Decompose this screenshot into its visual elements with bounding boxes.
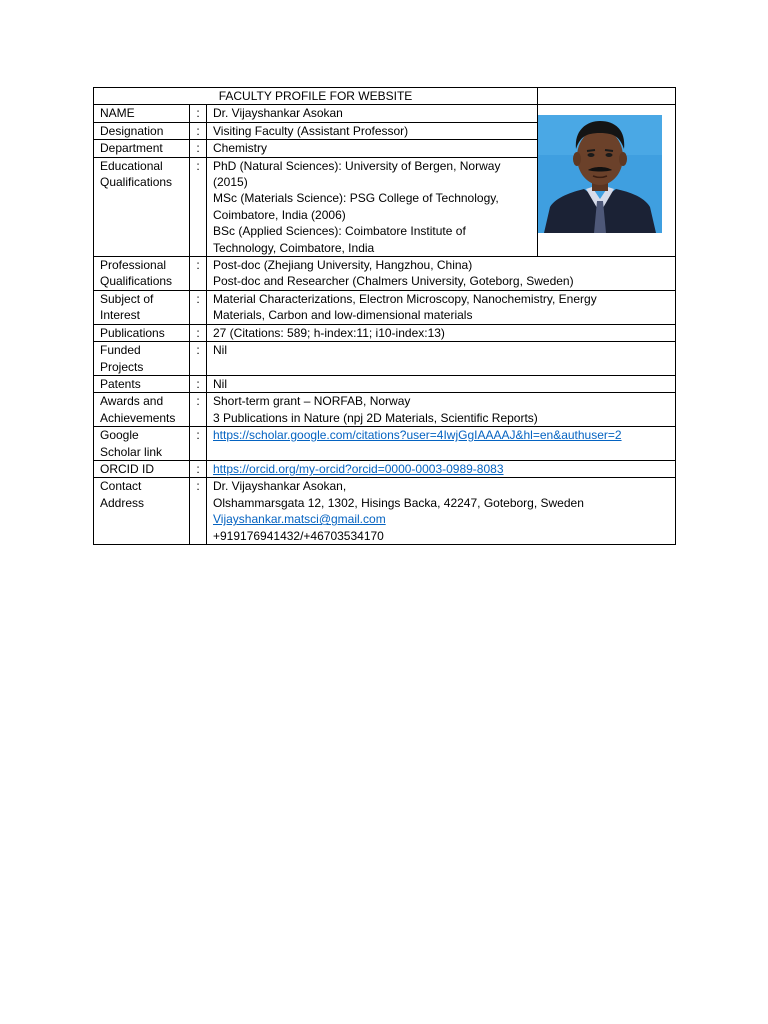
separator: : bbox=[190, 105, 207, 122]
designation-label: Designation bbox=[94, 122, 190, 139]
contact-email-link[interactable]: Vijayshankar.matsci@gmail.com bbox=[213, 512, 386, 527]
scholar-label-line: Scholar link bbox=[100, 444, 163, 459]
separator: : bbox=[190, 427, 207, 461]
separator: : bbox=[190, 375, 207, 392]
funded-value: Nil bbox=[207, 342, 676, 376]
title-row bbox=[94, 88, 676, 105]
scholar-value bbox=[207, 427, 676, 461]
education-line: (2015) bbox=[213, 175, 248, 190]
publications-label: Publications bbox=[94, 324, 190, 341]
interest-label-line: Interest bbox=[100, 308, 141, 323]
professional-line: Post-doc and Researcher (Chalmers University, Goteborg, Sweden) bbox=[213, 274, 574, 289]
awards-line: 3 Publications in Nature (npj 2D Materials, Scientific Reports) bbox=[213, 410, 538, 425]
empty-header-cell bbox=[538, 88, 676, 105]
contact-email-line bbox=[213, 511, 669, 527]
scholar-link[interactable]: https://scholar.google.com/citations?user=4IwjGgIAAAAJ&hl=en&authuser=2 bbox=[213, 428, 622, 443]
interest-value bbox=[207, 290, 676, 324]
photo-cell bbox=[538, 105, 676, 257]
publications-value: 27 (Citations: 589; h-index:11; i10-index:13) bbox=[207, 324, 676, 341]
page-title: FACULTY PROFILE FOR WEBSITE bbox=[94, 88, 538, 105]
awards-row bbox=[94, 393, 676, 427]
separator: : bbox=[190, 324, 207, 341]
contact-row bbox=[94, 478, 676, 545]
awards-label-line: Awards and bbox=[100, 394, 164, 409]
patents-label: Patents bbox=[94, 375, 190, 392]
separator: : bbox=[190, 122, 207, 139]
separator: : bbox=[190, 478, 207, 545]
contact-value bbox=[207, 478, 676, 545]
orcid-row bbox=[94, 460, 676, 477]
contact-name: Dr. Vijayshankar Asokan, bbox=[213, 479, 347, 494]
professional-label-line: Professional bbox=[100, 258, 167, 273]
education-line: Coimbatore, India (2006) bbox=[213, 207, 346, 222]
interest-row bbox=[94, 290, 676, 324]
interest-line: Material Characterizations, Electron Microscopy, Nanochemistry, Energy bbox=[213, 291, 597, 306]
education-value bbox=[207, 157, 538, 256]
separator: : bbox=[190, 342, 207, 376]
separator: : bbox=[190, 157, 207, 256]
professional-label bbox=[94, 257, 190, 291]
education-line: BSc (Applied Sciences): Coimbatore Institute of bbox=[213, 224, 466, 239]
contact-label bbox=[94, 478, 190, 545]
separator: : bbox=[190, 257, 207, 291]
interest-label-line: Subject of bbox=[100, 291, 154, 306]
awards-value bbox=[207, 393, 676, 427]
separator: : bbox=[190, 393, 207, 427]
education-label bbox=[94, 157, 190, 256]
professional-value bbox=[207, 257, 676, 291]
faculty-profile-table bbox=[93, 87, 676, 545]
patents-value: Nil bbox=[207, 375, 676, 392]
contact-label-line: Address bbox=[100, 495, 145, 510]
publications-row bbox=[94, 324, 676, 341]
name-row bbox=[94, 105, 676, 122]
separator: : bbox=[190, 290, 207, 324]
interest-label bbox=[94, 290, 190, 324]
awards-label-line: Achievements bbox=[100, 410, 176, 425]
faculty-photo bbox=[538, 115, 662, 233]
funded-label bbox=[94, 342, 190, 376]
orcid-value bbox=[207, 460, 676, 477]
orcid-link[interactable]: https://orcid.org/my-orcid?orcid=0000-0003-0989-8083 bbox=[213, 461, 504, 476]
professional-line: Post-doc (Zhejiang University, Hangzhou, China) bbox=[213, 258, 473, 273]
education-label-line: Educational bbox=[100, 158, 163, 173]
separator: : bbox=[190, 140, 207, 157]
department-value: Chemistry bbox=[207, 140, 538, 157]
education-line: Technology, Coimbatore, India bbox=[213, 240, 375, 255]
awards-label bbox=[94, 393, 190, 427]
scholar-row bbox=[94, 427, 676, 461]
contact-label-line: Contact bbox=[100, 479, 142, 494]
department-label: Department bbox=[94, 140, 190, 157]
separator: : bbox=[190, 460, 207, 477]
education-label-line: Qualifications bbox=[100, 175, 173, 190]
scholar-label-line: Google bbox=[100, 428, 139, 443]
interest-line: Materials, Carbon and low-dimensional materials bbox=[213, 308, 473, 323]
education-line: MSc (Materials Science): PSG College of Technology, bbox=[213, 191, 499, 206]
funded-label-line: Projects bbox=[100, 359, 144, 374]
contact-phone: +919176941432/+46703534170 bbox=[213, 528, 384, 543]
name-value: Dr. Vijayshankar Asokan bbox=[207, 105, 538, 122]
funded-row bbox=[94, 342, 676, 376]
patents-row bbox=[94, 375, 676, 392]
professional-label-line: Qualifications bbox=[100, 274, 173, 289]
professional-row bbox=[94, 257, 676, 291]
scholar-label bbox=[94, 427, 190, 461]
awards-line: Short-term grant – NORFAB, Norway bbox=[213, 394, 411, 409]
name-label: NAME bbox=[94, 105, 190, 122]
orcid-label: ORCID ID bbox=[94, 460, 190, 477]
funded-label-line: Funded bbox=[100, 343, 141, 358]
education-line: PhD (Natural Sciences): University of Bergen, Norway bbox=[213, 158, 501, 173]
contact-address: Olshammarsgata 12, 1302, Hisings Backa, 42247, Goteborg, Sweden bbox=[213, 495, 584, 510]
designation-value: Visiting Faculty (Assistant Professor) bbox=[207, 122, 538, 139]
